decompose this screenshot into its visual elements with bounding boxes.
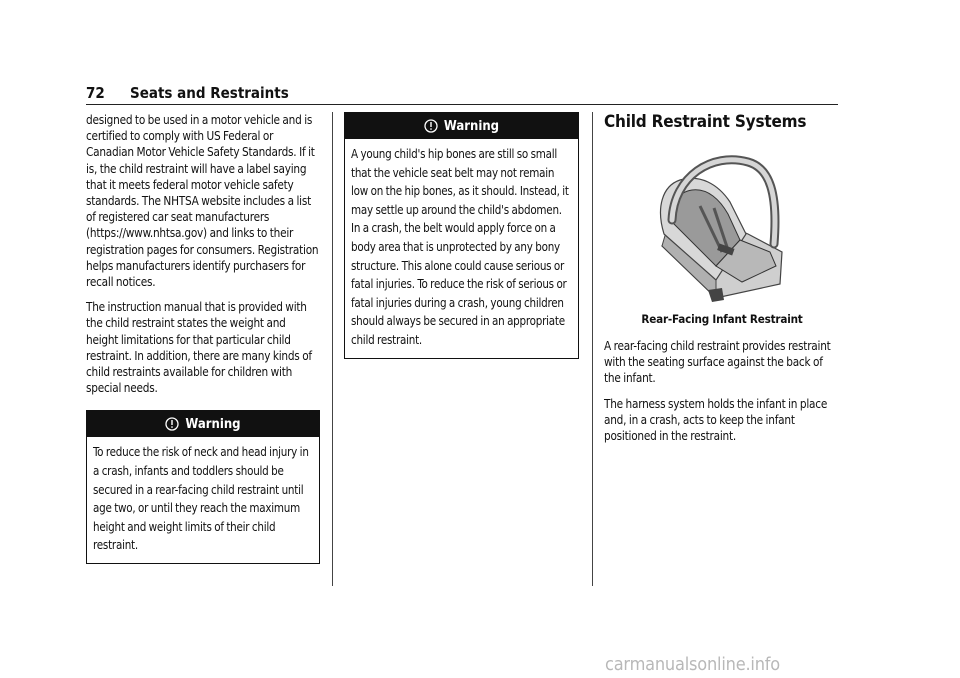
column-1 [86, 112, 320, 564]
infant-restraint-illustration [652, 148, 788, 304]
warning-header [345, 113, 578, 139]
warning-text: To reduce the risk of neck and head injury in a crash, infants and toddlers should be secured in a rear-facing child restraint until age two, or until they reach the maximum height and weight limits of their child restraint. [93, 444, 309, 553]
warning-header [87, 411, 319, 437]
figure-caption: Rear-Facing Infant Restraint [641, 312, 803, 326]
body-paragraph: The harness system holds the infant in place and, in a crash, acts to keep the infant positioned in the restraint. [604, 395, 828, 444]
column-2 [344, 112, 579, 359]
column-divider-left [332, 112, 333, 586]
infant-seat-image [652, 148, 788, 304]
page-title: Seats and Restraints [130, 84, 289, 102]
body-paragraph: designed to be used in a motor vehicle and is certified to comply with US Federal or Canadian Motor Vehicle Safety Standards. If it is, the child restraint will have a label saying that it meets federal motor vehicle safety standards. The NHTSA website includes a list of registered car seat manufacturers (https://www.nhtsa.gov) and links to their registration pages for consumers. Registration helps manufacturers identify purchasers for recall notices. [86, 112, 319, 290]
warning-label: Warning [443, 119, 500, 134]
warning-box [86, 410, 320, 564]
section-heading: Child Restraint Systems [604, 112, 807, 132]
page-header [86, 84, 838, 104]
warning-label: Warning [185, 417, 241, 433]
warning-icon [424, 119, 438, 133]
warning-icon [165, 417, 179, 431]
warning-text: A young child's hip bones are still so small that the vehicle seat belt may not remain low on the hip bones, as it should. Instead, it may settle up around the child's abdomen. In a crash, the belt would apply force on a body area that is unprotected by any bony structure. This alone could cause serious or fatal injuries. To reduce the risk of serious or fatal injuries during a crash, young children should always be secured in an appropriate child restraint. [351, 146, 569, 347]
body-paragraph: A rear-facing child restraint provides restraint with the seating surface against the back of the infant. [604, 338, 831, 386]
watermark: carmanualsonline.info [605, 654, 780, 675]
header-rule [86, 104, 838, 105]
page-number: 72 [86, 84, 105, 102]
warning-box [344, 112, 579, 359]
column-3 [604, 112, 840, 453]
column-divider-right [592, 112, 593, 586]
body-paragraph: The instruction manual that is provided with the child restraint states the weight and height limitations for that particular child restraint. In addition, there are many kinds of child restraints available for children with special needs. [86, 299, 312, 396]
